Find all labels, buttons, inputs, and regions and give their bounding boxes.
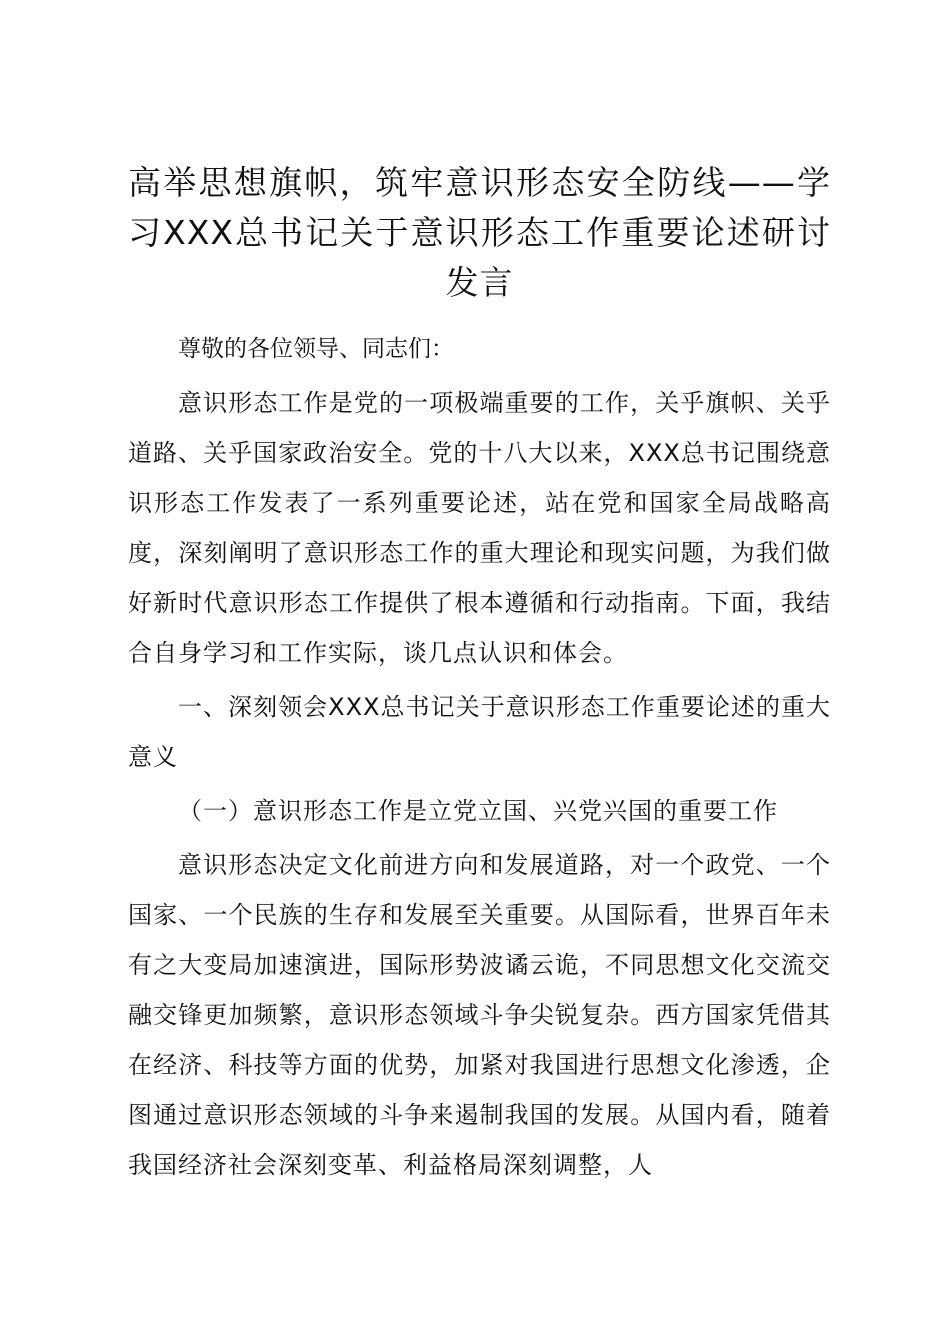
document-title: 高举思想旗帜，筑牢意识形态安全防线——学习XXX总书记关于意识形态工作重要论述研讨发言 xyxy=(128,163,831,302)
section-heading-1: 一、深刻领会XXX总书记关于意识形态工作重要论述的重大意义 xyxy=(128,693,831,771)
salutation: 尊敬的各位领导、同志们： xyxy=(178,336,454,362)
intro-paragraph: 意识形态工作是党的一项极端重要的工作，关乎旗帜、关乎道路、关乎国家政治安全。党的十八大以来，XXX总书记围绕意识形态工作发表了一系列重要论述，站在党和国家全局战略高度，深刻阐明了意识形态工作的重大理论和现实问题，为我们做好新时代意识形态工作提供了根本遵循和行动指南。下面，我结合自身学习和工作实际，谈几点认识和体会。 xyxy=(128,389,831,667)
subsection-heading-1-1: （一）意识形态工作是立党立国、兴党兴国的重要工作 xyxy=(178,797,778,825)
section-1-paragraph: 意识形态决定文化前进方向和发展道路，对一个政党、一个国家、一个民族的生存和发展至关重要。从国际看，世界百年未有之大变局加速演进，国际形势波谲云诡，不同思想文化交流交融交锋更加频繁，意识形态领域斗争尖锐复杂。西方国家凭借其在经济、科技等方面的优势，加紧对我国进行思想文化渗透，企图通过意识形态领域的斗争来遏制我国的发展。从国内看，随着我国经济社会深刻变革、利益格局深刻调整，人 xyxy=(128,851,831,1179)
document-page xyxy=(128,158,831,1190)
